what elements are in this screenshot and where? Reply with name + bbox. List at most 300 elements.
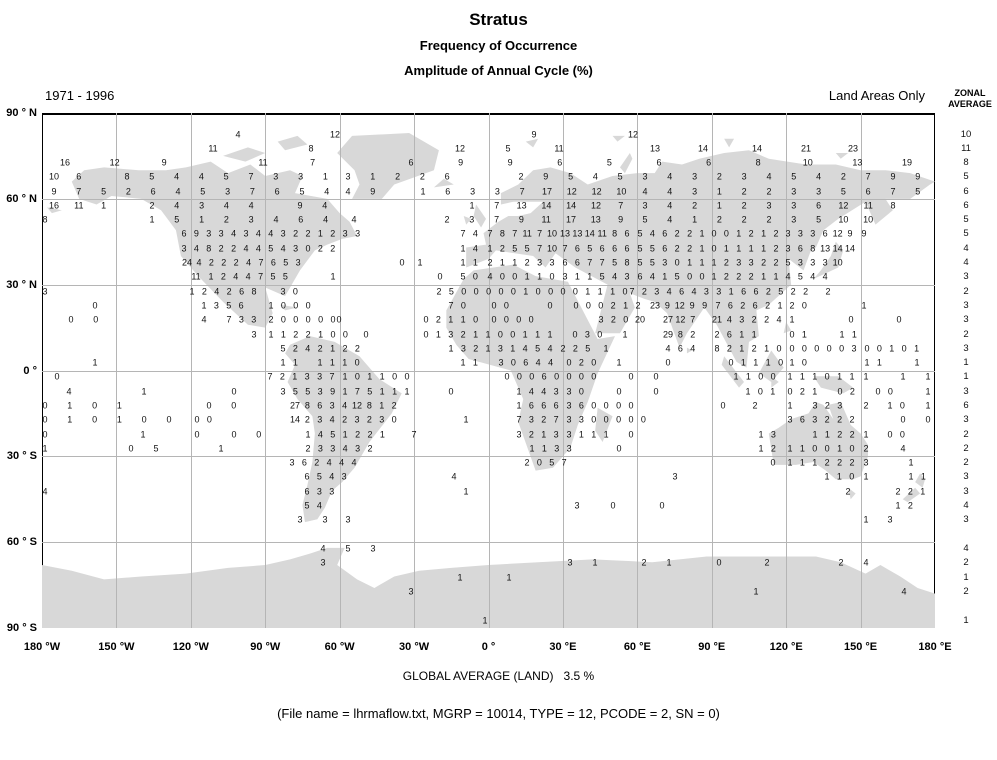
grid-value: 1 — [457, 572, 463, 583]
grid-value: 4 — [822, 271, 828, 282]
grid-value: 2 — [524, 257, 530, 268]
grid-value: 9 — [861, 228, 867, 239]
grid-value: 1 — [516, 386, 522, 397]
grid-value: 0 — [128, 443, 134, 454]
grid-value: 3 — [566, 386, 572, 397]
grid-value: 6 — [445, 186, 451, 197]
grid-value: 1 — [851, 329, 857, 340]
grid-value: 6 — [444, 171, 450, 182]
grid-value: 19 — [901, 157, 913, 168]
grid-value: 12 — [566, 186, 577, 197]
grid-value: 6 — [181, 228, 187, 239]
grid-value: 0 — [900, 414, 906, 425]
grid-value: 7 — [494, 214, 500, 225]
lon-tick-label: 60 °W — [324, 641, 355, 653]
grid-value: 5 — [174, 214, 180, 225]
grid-value: 6 — [752, 300, 758, 311]
grid-value: 6 — [612, 243, 618, 254]
grid-value: 3 — [642, 171, 648, 182]
grid-value: 0 — [206, 400, 212, 411]
grid-value: 4 — [342, 400, 348, 411]
grid-value: 1 — [753, 586, 759, 597]
grid-value: 6 — [624, 228, 630, 239]
grid-value: 4 — [326, 457, 332, 468]
grid-value: 2 — [342, 414, 348, 425]
grid-value: 0 — [497, 329, 503, 340]
grid-value: 6 — [816, 200, 822, 211]
grid-value: 4 — [592, 171, 598, 182]
grid-value: 1 — [716, 186, 722, 197]
grid-value: 2 — [799, 386, 805, 397]
grid-value: 1 — [812, 429, 818, 440]
grid-value: 12 — [838, 200, 849, 211]
grid-value: 4 — [342, 443, 348, 454]
grid-value: 4 — [351, 457, 357, 468]
grid-value: 1 — [728, 286, 734, 297]
grid-value: 5 — [778, 286, 784, 297]
grid-value: 1 — [463, 414, 469, 425]
grid-value: 4 — [649, 271, 655, 282]
grid-value: 8 — [810, 243, 816, 254]
grid-value: 3 — [812, 400, 818, 411]
grid-value: 6 — [301, 457, 307, 468]
grid-value: 3 — [280, 228, 286, 239]
grid-value: 6 — [553, 400, 559, 411]
grid-value: 1 — [711, 257, 717, 268]
grid-value: 1 — [460, 357, 466, 368]
grid-value: 4 — [223, 200, 229, 211]
grid-value: 4 — [246, 257, 252, 268]
grid-value: 3 — [863, 457, 869, 468]
grid-value: 1 — [512, 257, 518, 268]
grid-value: 10 — [546, 228, 558, 239]
landmass-severnaya-zemlya — [724, 139, 734, 148]
grid-value: 1 — [67, 414, 73, 425]
grid-value: 3 — [317, 443, 323, 454]
grid-value: 3 — [816, 186, 822, 197]
grid-value: 1 — [908, 471, 914, 482]
grid-value: 4 — [690, 343, 696, 354]
grid-value: 1 — [201, 300, 207, 311]
grid-value: 3 — [408, 586, 414, 597]
grid-value: 1 — [925, 371, 931, 382]
grid-value: 0 — [42, 400, 48, 411]
grid-value: 2 — [773, 228, 779, 239]
grid-value: 1 — [925, 400, 931, 411]
grid-value: 4 — [776, 314, 782, 325]
grid-value: 10 — [616, 186, 627, 197]
grid-value: 0 — [711, 243, 717, 254]
grid-value: 4 — [666, 286, 672, 297]
lat-tick-label: 60 ° N — [6, 192, 37, 205]
grid-value: 7 — [226, 314, 232, 325]
grid-value: 0 — [566, 357, 572, 368]
grid-value: 1 — [837, 443, 843, 454]
grid-value: 2 — [395, 171, 401, 182]
grid-value: 7 — [599, 257, 605, 268]
lon-tick-label: 60 °E — [623, 641, 651, 653]
grid-value: 1 — [499, 257, 505, 268]
grid-value: 4 — [665, 343, 671, 354]
grid-value: 2 — [293, 228, 299, 239]
grid-value: 14 — [289, 414, 301, 425]
grid-value: 6 — [562, 257, 568, 268]
grid-value: 0 — [572, 286, 578, 297]
zonal-average-value: 3 — [963, 300, 969, 311]
grid-value: 8 — [499, 228, 505, 239]
grid-value: 5 — [606, 157, 612, 168]
grid-value: 11 — [863, 200, 873, 211]
grid-value: 0 — [141, 414, 147, 425]
zonal-average-value: 2 — [963, 457, 969, 468]
grid-value: 1 — [435, 329, 441, 340]
grid-value: 3 — [297, 514, 303, 525]
grid-value: 3 — [810, 228, 816, 239]
landmass-novaya-zemlya — [620, 153, 632, 173]
grid-value: 1 — [764, 343, 770, 354]
grid-value: 7 — [487, 228, 493, 239]
grid-value: 0 — [42, 414, 48, 425]
grid-value: 1 — [610, 286, 616, 297]
zonal-average-value: 5 — [963, 228, 969, 239]
grid-value: 4 — [548, 357, 554, 368]
grid-value: 4 — [324, 186, 330, 197]
grid-value: 3 — [654, 286, 660, 297]
grid-value: 0 — [598, 300, 604, 311]
grid-value: 0 — [687, 271, 693, 282]
grid-value: 2 — [687, 243, 693, 254]
grid-value: 7 — [460, 228, 466, 239]
grid-value: 13 — [820, 243, 831, 254]
grid-value: 3 — [342, 228, 348, 239]
landmass-franz-josef-land — [613, 136, 625, 142]
grid-value: 7 — [258, 271, 264, 282]
grid-value: 1 — [914, 357, 920, 368]
landmass-svalbard — [526, 139, 538, 148]
grid-value: 4 — [472, 243, 478, 254]
grid-value: 1 — [101, 200, 107, 211]
zonal-average-value: 2 — [963, 329, 969, 340]
grid-value: 2 — [716, 214, 722, 225]
grid-value: 1 — [839, 329, 845, 340]
grid-value: 1 — [914, 343, 920, 354]
grid-value: 3 — [810, 257, 816, 268]
grid-value: 3 — [329, 400, 335, 411]
grid-value: 3 — [785, 243, 791, 254]
grid-value: 8 — [890, 200, 896, 211]
grid-value: 0 — [516, 371, 522, 382]
zonal-average-value: 4 — [963, 500, 969, 511]
grid-value: 11 — [258, 157, 268, 168]
grid-value: 6 — [557, 157, 563, 168]
grid-value: 0 — [876, 343, 882, 354]
grid-value: 1 — [420, 186, 426, 197]
grid-value: 1 — [787, 457, 793, 468]
grid-value: 2 — [752, 400, 758, 411]
grid-value: 12 — [675, 314, 686, 325]
grid-value: 7 — [249, 186, 255, 197]
grid-value: 8 — [251, 286, 257, 297]
grid-value: 1 — [473, 329, 479, 340]
grid-value: 0 — [610, 500, 616, 511]
grid-value: 1 — [824, 429, 830, 440]
grid-value: 2 — [304, 414, 310, 425]
grid-value: 4 — [642, 186, 648, 197]
grid-value: 3 — [293, 243, 299, 254]
grid-value: 3 — [345, 171, 351, 182]
grid-value: 1 — [342, 371, 348, 382]
grid-value: 0 — [849, 471, 855, 482]
grid-value: 7 — [411, 429, 417, 440]
lon-tick-label: 180 °W — [23, 641, 61, 653]
grid-value: 5 — [505, 143, 511, 154]
grid-value: 5 — [200, 186, 206, 197]
zonal-average-value: 3 — [963, 486, 969, 497]
grid-value: 0 — [68, 314, 74, 325]
grid-value: 5 — [153, 443, 159, 454]
grid-value: 0 — [787, 386, 793, 397]
zonal-average-value: 5 — [963, 171, 969, 182]
grid-value: 1 — [506, 572, 512, 583]
coverage-note: Land Areas Only — [828, 88, 925, 103]
grid-value: 0 — [711, 228, 717, 239]
grid-value: 3 — [791, 200, 797, 211]
grid-value: 3 — [330, 443, 336, 454]
grid-value: 3 — [797, 257, 803, 268]
zonal-average-header-line1: ZONAL — [954, 88, 986, 98]
grid-value: 6 — [239, 286, 245, 297]
grid-value: 0 — [423, 314, 429, 325]
grid-value: 4 — [305, 343, 311, 354]
grid-value: 4 — [816, 171, 822, 182]
grid-value: 0 — [616, 400, 622, 411]
grid-value: 21 — [800, 143, 812, 154]
grid-value: 1 — [292, 357, 298, 368]
page-title: Stratus — [469, 10, 528, 29]
grid-value: 1 — [740, 357, 746, 368]
grid-value: 5 — [816, 214, 822, 225]
grid-value: 1 — [330, 343, 336, 354]
grid-value: 2 — [330, 243, 336, 254]
lat-tick-label: 90 ° N — [6, 107, 37, 119]
grid-value: 1 — [448, 343, 454, 354]
grid-value: 4 — [667, 171, 673, 182]
grid-value: 8 — [124, 171, 130, 182]
grid-value: 2 — [317, 243, 323, 254]
grid-value: 0 — [293, 300, 299, 311]
grid-value: 6 — [304, 486, 310, 497]
grid-value: 3 — [251, 314, 257, 325]
grid-value: 3 — [528, 414, 534, 425]
grid-value: 0 — [770, 371, 776, 382]
grid-value: 3 — [295, 257, 301, 268]
grid-value: 4 — [522, 343, 528, 354]
grid-value: 1 — [189, 286, 195, 297]
grid-value: 6 — [656, 157, 662, 168]
grid-value: 14 — [584, 228, 595, 239]
grid-value: 3 — [549, 257, 555, 268]
grid-value: 4 — [280, 243, 286, 254]
grid-value: 7 — [690, 314, 696, 325]
grid-value: 1 — [510, 343, 516, 354]
grid-value: 14 — [751, 143, 763, 154]
lat-tick-label: 30 ° S — [6, 450, 37, 463]
grid-value: 4 — [243, 243, 249, 254]
grid-value: 0 — [653, 386, 659, 397]
grid-value: 2 — [578, 357, 584, 368]
grid-value: 10 — [863, 214, 874, 225]
grid-value: 1 — [920, 486, 926, 497]
grid-value: 1 — [716, 200, 722, 211]
grid-value: 9 — [618, 214, 624, 225]
grid-value: 2 — [279, 371, 285, 382]
grid-value: 1 — [736, 243, 742, 254]
grid-value: 1 — [761, 228, 767, 239]
grid-value: 0 — [824, 443, 830, 454]
grid-value: 5 — [617, 171, 623, 182]
grid-value: 7 — [258, 257, 264, 268]
grid-value: 6 — [408, 157, 414, 168]
grid-value: 6 — [578, 400, 584, 411]
grid-value: 3 — [304, 371, 310, 382]
grid-value: 0 — [54, 371, 60, 382]
grid-value: 24 — [181, 257, 193, 268]
grid-value: 1 — [317, 357, 323, 368]
grid-value: 0 — [529, 371, 535, 382]
grid-value: 0 — [770, 457, 776, 468]
grid-value: 6 — [706, 157, 712, 168]
grid-value: 0 — [887, 386, 893, 397]
grid-value: 5 — [840, 186, 846, 197]
grid-value: 1 — [485, 329, 491, 340]
grid-value: 2 — [436, 286, 442, 297]
grid-value: 3 — [785, 228, 791, 239]
grid-value: 7 — [587, 257, 593, 268]
grid-value: 2 — [419, 171, 425, 182]
grid-value: 2 — [716, 171, 722, 182]
grid-value: 2 — [354, 343, 360, 354]
grid-value: 2 — [223, 214, 229, 225]
grid-value: 1 — [42, 443, 48, 454]
grid-value: 4 — [726, 314, 732, 325]
grid-value: 4 — [472, 228, 478, 239]
grid-value: 0 — [363, 329, 369, 340]
grid-value: 4 — [196, 257, 202, 268]
grid-value: 1 — [218, 443, 224, 454]
grid-value: 1 — [529, 443, 535, 454]
grid-value: 1 — [758, 429, 764, 440]
grid-value: 6 — [523, 357, 529, 368]
grid-value: 2 — [268, 314, 274, 325]
grid-value: 3 — [566, 414, 572, 425]
grid-value: 0 — [92, 414, 98, 425]
grid-value: 8 — [714, 343, 720, 354]
grid-value: 3 — [584, 329, 590, 340]
grid-value: 6 — [865, 186, 871, 197]
grid-value: 2 — [305, 228, 311, 239]
zonal-average-value: 2 — [963, 557, 969, 568]
landmass-britain — [474, 205, 486, 228]
grid-value: 5 — [448, 286, 454, 297]
grid-value: 11 — [597, 228, 607, 239]
grid-value: 1 — [379, 386, 385, 397]
grid-value: 1 — [863, 471, 869, 482]
zonal-average-value: 6 — [963, 186, 969, 197]
grid-value: 14 — [566, 200, 577, 211]
grid-value: 8 — [308, 143, 314, 154]
grid-value: 4 — [174, 200, 180, 211]
grid-value: 1 — [849, 371, 855, 382]
grid-value: 2 — [838, 557, 844, 568]
grid-value: 9 — [51, 186, 57, 197]
grid-value: 2 — [907, 486, 913, 497]
grid-value: 14 — [844, 243, 856, 254]
grid-value: 3 — [317, 414, 323, 425]
grid-value: 1 — [578, 429, 584, 440]
grid-value: 4 — [198, 171, 204, 182]
grid-value: 1 — [292, 371, 298, 382]
grid-value: 7 — [519, 186, 525, 197]
grid-value: 10 — [802, 157, 813, 168]
grid-value: 3 — [280, 386, 286, 397]
grid-value: 3 — [741, 171, 747, 182]
grid-value: 2 — [907, 500, 913, 511]
grid-value: 3 — [213, 300, 219, 311]
grid-value: 2 — [687, 228, 693, 239]
grid-value: 14 — [541, 200, 552, 211]
grid-value: 2 — [208, 257, 214, 268]
grid-value: 3 — [770, 429, 776, 440]
grid-value: 9 — [518, 214, 524, 225]
grid-value: 3 — [498, 357, 504, 368]
grid-value: 5 — [223, 171, 229, 182]
grid-value: 1 — [739, 343, 745, 354]
grid-value: 7 — [618, 200, 624, 211]
grid-value: 1 — [370, 171, 376, 182]
grid-value: 0 — [623, 314, 629, 325]
grid-value: 3 — [273, 171, 279, 182]
grid-value: 6 — [727, 300, 733, 311]
grid-value: 1 — [699, 243, 705, 254]
grid-value: 2 — [231, 243, 237, 254]
grid-value: 3 — [578, 414, 584, 425]
grid-value: 6 — [541, 371, 547, 382]
grid-value: 8 — [42, 214, 48, 225]
grid-value: 4 — [900, 443, 906, 454]
grid-value: 2 — [761, 257, 767, 268]
grid-value: 0 — [901, 343, 907, 354]
grid-value: 0 — [330, 329, 336, 340]
grid-value: 0 — [875, 386, 881, 397]
grid-value: 5 — [915, 186, 921, 197]
grid-value: 12 — [329, 129, 341, 140]
grid-value: 0 — [899, 429, 905, 440]
grid-value: 10 — [48, 171, 60, 182]
zonal-average-value: 8 — [963, 157, 969, 168]
grid-value: 1 — [116, 414, 122, 425]
grid-value: 2 — [674, 228, 680, 239]
grid-value: 0 — [603, 414, 609, 425]
grid-value: 4 — [231, 228, 237, 239]
grid-value: 4 — [323, 214, 329, 225]
grid-value: 0 — [391, 414, 397, 425]
grid-value: 1 — [900, 371, 906, 382]
grid-value: 0 — [849, 443, 855, 454]
grid-value: 1 — [379, 429, 385, 440]
grid-value: 1 — [622, 329, 628, 340]
grid-value: 3 — [316, 486, 322, 497]
grid-value: 11 — [208, 143, 218, 154]
